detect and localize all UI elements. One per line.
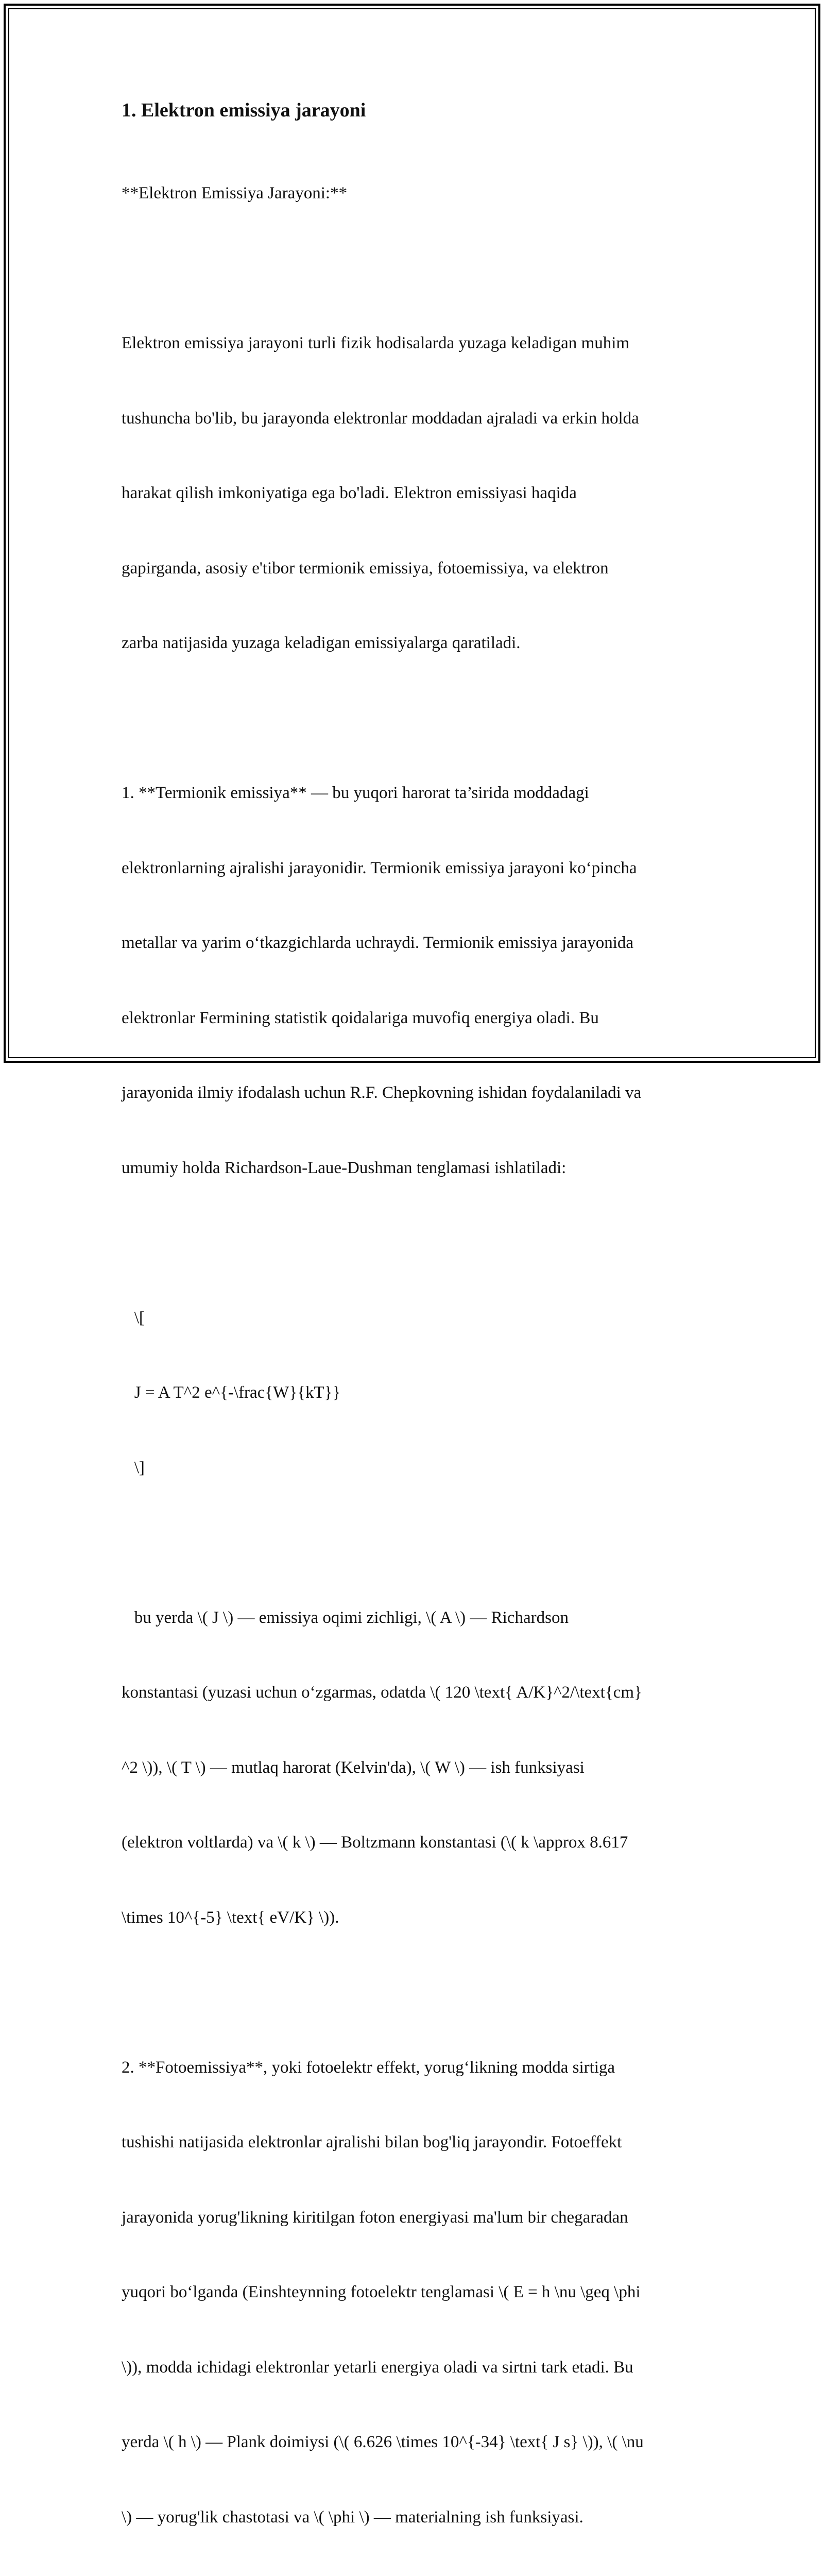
text-line: **Elektron Emissiya Jarayoni:** xyxy=(122,184,348,202)
text-line xyxy=(122,706,705,731)
text-line: 1. **Termionik emissiya** — bu yuqori harorat ta’sirida moddadagi xyxy=(122,784,589,802)
text-line xyxy=(122,1530,705,1555)
text-line: J = A T^2 e^{-\frac{W}{kT}} xyxy=(122,1383,341,1402)
text-line: \times 10^{-5} \text{ eV/K} \)). xyxy=(122,1908,339,1927)
text-line: harakat qilish imkoniyatiga ega bo'ladi. Elektron emissiyasi haqida xyxy=(122,484,577,502)
text-line: yuqori bo‘lganda (Einshteynning fotoelektr tenglamasi \( E = h \nu \geq \phi xyxy=(122,2283,641,2301)
text-line xyxy=(122,1980,705,2005)
text-line xyxy=(122,1230,705,1256)
text-line: ^2 \)), \( T \) — mutlaq harorat (Kelvin'da), \( W \) — ish funksiyasi xyxy=(122,1758,585,1777)
text-line: yerda \( h \) — Plank doimiysi (\( 6.626 \times 10^{-34} \text{ J s} \)), \( \nu xyxy=(122,2433,644,2451)
text-line xyxy=(122,256,705,281)
text-line: (elektron voltlarda) va \( k \) — Boltzmann konstantasi (\( k \approx 8.617 xyxy=(122,1833,628,1852)
page-title: 1. Elektron emissiya jarayoni xyxy=(122,99,366,121)
text-line: elektronlar Fermining statistik qoidalariga muvofiq energiya oladi. Bu xyxy=(122,1008,599,1027)
text-line: bu yerda \( J \) — emissiya oqimi zichligi, \( A \) — Richardson xyxy=(122,1608,569,1627)
text-line: tushuncha bo'lib, bu jarayonda elektronlar moddadan ajraladi va erkin holda xyxy=(122,409,639,428)
text-line: 2. **Fotoemissiya**, yoki fotoelektr effekt, yorug‘likning modda sirtiga xyxy=(122,2058,615,2077)
document-body xyxy=(122,131,705,2576)
text-line: \[ xyxy=(122,1308,145,1327)
text-line: \)), modda ichidagi elektronlar yetarli energiya oladi va sirtni tark etadi. Bu xyxy=(122,2358,633,2377)
text-line: zarba natijasida yuzaga keladigan emissiyalarga qaratiladi. xyxy=(122,634,521,652)
text-line: jarayonida ilmiy ifodalash uchun R.F. Chepkovning ishidan foydalaniladi va xyxy=(122,1083,642,1102)
text-line: metallar va yarim o‘tkazgichlarda uchraydi. Termionik emissiya jarayonida xyxy=(122,934,634,952)
text-line: gapirganda, asosiy e'tibor termionik emissiya, fotoemissiya, va elektron xyxy=(122,558,609,578)
text-line: Elektron emissiya jarayoni turli fizik hodisalarda yuzaga keladigan muhim xyxy=(122,334,630,352)
text-line: jarayonida yorug'likning kiritilgan foton energiyasi ma'lum bir chegaradan xyxy=(122,2208,628,2227)
text-line: elektronlarning ajralishi jarayonidir. Termionik emissiya jarayoni ko‘pincha xyxy=(122,858,637,877)
text-line: \) — yorug'lik chastotasi va \( \phi \) — materialning ish funksiyasi. xyxy=(122,2507,583,2527)
document-page xyxy=(122,97,705,2576)
text-line: umumiy holda Richardson-Laue-Dushman tenglamasi ishlatiladi: xyxy=(122,1158,566,1177)
text-line: tushishi natijasida elektronlar ajralishi bilan bog'liq jarayondir. Fotoeffekt xyxy=(122,2133,622,2151)
text-line: konstantasi (yuzasi uchun o‘zgarmas, odatda \( 120 \text{ A/K}^2/\text{cm} xyxy=(122,1683,642,1702)
text-line: \] xyxy=(122,1458,145,1477)
